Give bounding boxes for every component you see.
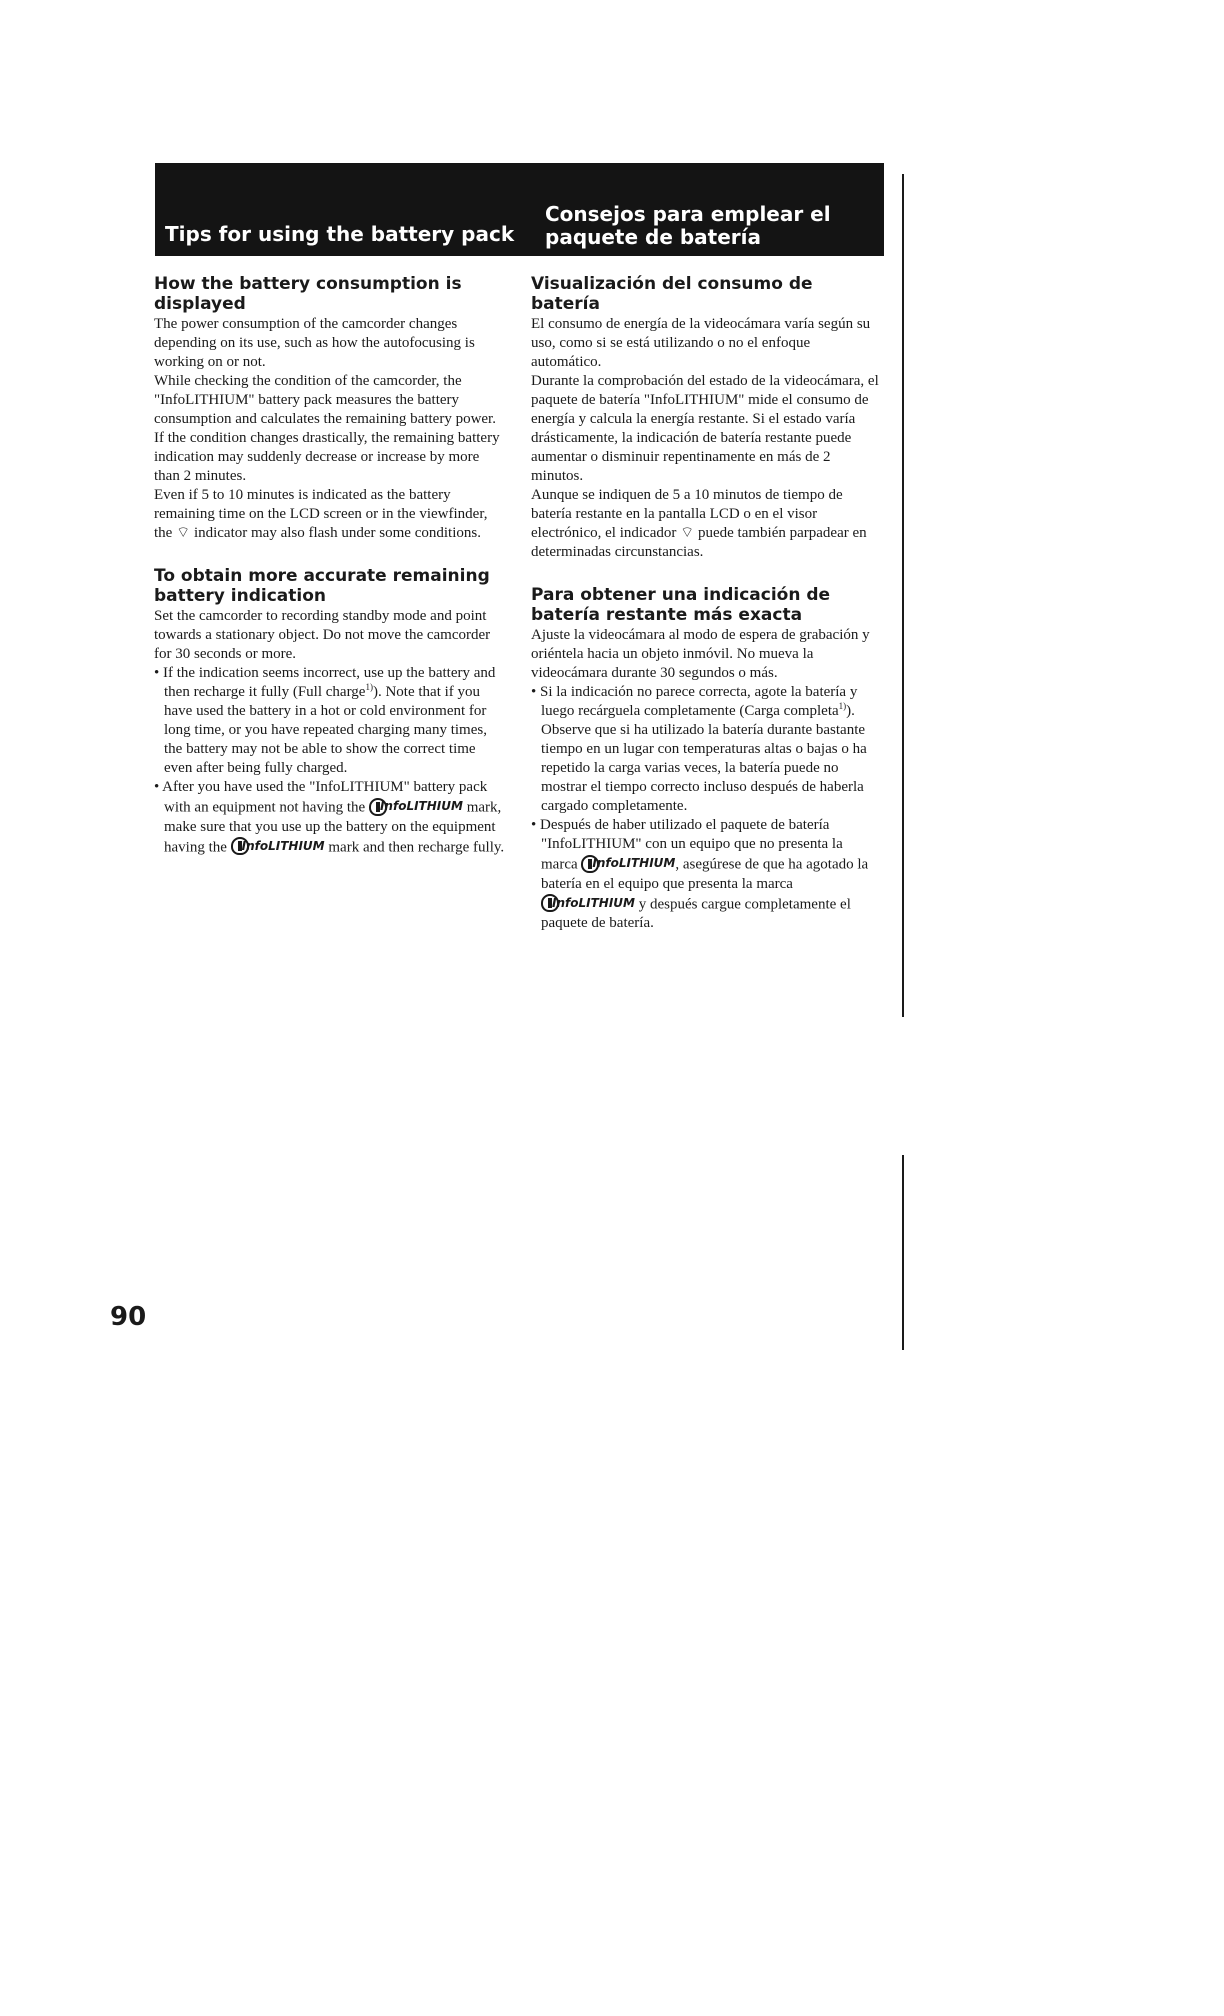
section-heading-accurate-indication: To obtain more accurate remaining battery indication xyxy=(154,566,490,606)
header-title-spanish xyxy=(545,203,831,249)
paragraph: The power consumption of the camcorder changes depending on its use, such as how the autofocusing is working on or not. xyxy=(154,316,475,370)
list-item: • After you have used the "InfoLITHIUM" battery pack with an equipment not having the InfoLITHIUM mark, make sure that you use up the battery on the equipment having the InfoLITHIUM mark and then recharge fully. xyxy=(154,779,505,855)
header-bar xyxy=(155,163,884,256)
section-heading-consumo: Visualización del consumo de batería xyxy=(531,274,813,314)
list-item: • Si la indicación no parece correcta, agote la batería y luego recárguela completamente (Carga completa$^{1)}$). Observe que si ha utilizado la batería durante bastante tiempo en un lugar con temperaturas altas o bajas o ha repetido la carga varias veces, la batería puede no mostrar el tiempo correcto incluso después de haberla cargado completamente. xyxy=(531,684,867,814)
paragraph: Aunque se indiquen de 5 a 10 minutos de tiempo de batería restante en la pantalla LCD o en el visor electrónico, el indicador ⌔ puede también parpadear en determinadas circunstancias. xyxy=(531,487,867,560)
infolithium-icon xyxy=(231,837,249,855)
battery-indicator-icon: ⌔ xyxy=(176,525,191,541)
infolithium-logo: InfoLITHIUM xyxy=(541,894,635,913)
right-margin-rule xyxy=(902,174,904,1017)
battery-indicator-icon: ⌔ xyxy=(680,525,695,541)
section-heading-consumption: How the battery consumption is displayed xyxy=(154,274,462,314)
infolithium-logo: InfoLITHIUM xyxy=(231,837,325,856)
list-item: • If the indication seems incorrect, use up the battery and then recharge it fully (Full charge$^{1)}$). Note that if you have used the battery in a hot or cold environment for long time, or you have repeated charging many times, the battery may not be able to show the correct time even after being fully charged. xyxy=(154,665,496,776)
paragraph: While checking the condition of the camcorder, the "InfoLITHIUM" battery pack measures the battery consumption and calculates the remaining battery power. If the condition changes drastically, the remaining battery indication may suddenly decrease or increase by more than 2 minutes. xyxy=(154,373,500,484)
right-margin-rule-lower xyxy=(902,1155,904,1350)
infolithium-logo: InfoLITHIUM xyxy=(369,797,463,816)
header-title-english: Tips for using the battery pack xyxy=(165,222,515,246)
section-heading-indicacion-exacta: Para obtener una indicación de batería restante más exacta xyxy=(531,585,831,625)
infolithium-logo: InfoLITHIUM xyxy=(581,854,675,873)
infolithium-icon xyxy=(581,855,599,873)
paragraph: Even if 5 to 10 minutes is indicated as the battery remaining time on the LCD screen or in the viewfinder, the ⌔ indicator may also flash under some conditions. xyxy=(154,487,488,541)
paragraph: Durante la comprobación del estado de la videocámara, el paquete de batería "InfoLITHIUM" mide el consumo de energía y calcula la energía restante. Si el estado varía drásticamente, la indicación de batería restante puede aumentar o disminuir repentinamente en más de 2 minutos. xyxy=(531,373,879,484)
infolithium-icon xyxy=(541,894,559,912)
list-item: • Después de haber utilizado el paquete de batería "InfoLITHIUM" con un equipo que no presenta la marca InfoLITHIUM , asegúrese de que ha agotado la batería en el equipo que presenta la marca InfoLITHIUM y después cargue completamente el paquete de batería. xyxy=(531,817,869,931)
infolithium-icon xyxy=(369,798,387,816)
spanish-column xyxy=(531,274,883,933)
paragraph: Ajuste la videocámara al modo de espera de grabación y oriéntela hacia un objeto inmóvil. No mueva la videocámara durante 30 segundos o más. xyxy=(531,627,870,681)
paragraph: Set the camcorder to recording standby mode and point towards a stationary object. Do not move the camcorder for 30 seconds or more. xyxy=(154,608,491,662)
header-title-spanish-line2: paquete de batería xyxy=(545,225,762,249)
paragraph: El consumo de energía de la videocámara varía según su uso, como si se está utilizando o no el enfoque automático. xyxy=(531,316,871,370)
page-number: 90 xyxy=(110,1302,147,1332)
english-column xyxy=(154,274,506,857)
header-title-spanish-line1: Consejos para emplear el xyxy=(545,202,831,226)
